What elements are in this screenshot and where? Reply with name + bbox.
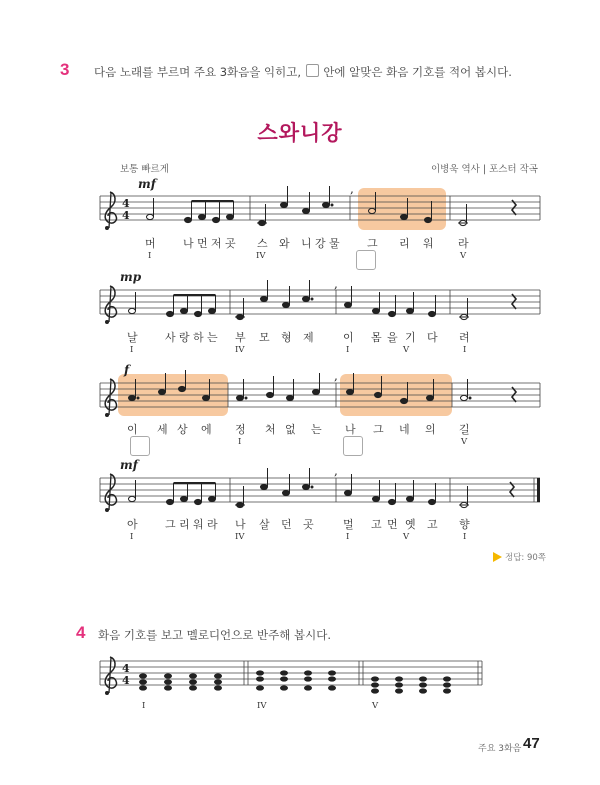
lyric-syllable: 이 [127, 423, 138, 436]
lyric-syllable: 는 [207, 331, 218, 344]
answer-box[interactable] [356, 250, 376, 270]
staff-q4 [100, 661, 482, 685]
lyric-syllable: 의 [425, 423, 436, 436]
lyric-syllable: 나 [183, 237, 194, 250]
question-3-number: 3 [60, 60, 70, 79]
song-credits: 이병욱 역사 | 포스터 작곡 [430, 164, 538, 175]
lyric-syllable: 나 [345, 423, 356, 436]
svg-text:4: 4 [122, 674, 130, 687]
question-4-number: 4 [76, 623, 86, 642]
staff-1 [100, 196, 540, 220]
lyric-syllable: 그 [367, 237, 378, 250]
lyric-syllable: 니 [301, 237, 312, 250]
dynamic-marking: mf [120, 458, 138, 472]
treble-clef-icon [105, 192, 116, 230]
chord-symbol: I [346, 532, 350, 542]
lyric-syllable: 랑 [179, 331, 190, 344]
chord-highlight [358, 188, 446, 230]
notes [129, 186, 472, 508]
svg-text:,: , [334, 369, 338, 383]
lyric-syllable: 제 [303, 331, 314, 344]
chord-symbol: V [403, 532, 410, 542]
answer-box[interactable] [343, 436, 363, 456]
lyric-syllable: 와 [279, 237, 290, 250]
question-3-text-after: 안에 알맞은 화음 기호를 적어 봅시다. [323, 65, 512, 79]
lyric-syllable: 살 [259, 518, 270, 531]
staff-4 [100, 478, 540, 502]
lyric-syllable: 강 [315, 237, 326, 250]
lyric-syllable: 아 [127, 518, 138, 531]
lyric-syllable: 형 [281, 331, 292, 344]
lyric-syllable: 날 [127, 331, 138, 344]
lyric-syllable: 던 [281, 518, 292, 531]
tempo-marking: 보통 빠르게 [120, 164, 169, 175]
lyric-syllable: 모 [259, 331, 270, 344]
chord-symbol: I [346, 345, 350, 355]
time-signature [122, 197, 130, 222]
q4-chords [139, 670, 451, 693]
chord-symbol: IV [257, 701, 267, 711]
question-3-text-before: 다음 노래를 부르며 주요 3화음을 익히고, [94, 65, 301, 79]
lyric-syllable: 이 [343, 331, 354, 344]
lyric-syllable: 처 [265, 423, 276, 436]
lyric-syllable: 을 [387, 331, 398, 344]
time-signature [122, 662, 130, 687]
svg-text:4: 4 [122, 662, 130, 675]
lyric-syllable: 물 [329, 237, 340, 250]
lyric-syllable: 는 [311, 423, 322, 436]
lyric-syllable: 저 [211, 237, 222, 250]
svg-text:4: 4 [122, 209, 130, 222]
chord-symbol: V [461, 437, 468, 447]
lyric-syllable: 고 [427, 518, 438, 531]
chord-symbol: I [142, 701, 146, 711]
lyric-syllable: 머 [145, 237, 156, 250]
staff-2 [100, 290, 540, 314]
chord-symbol: I [130, 345, 134, 355]
lyric-syllable: 길 [459, 423, 470, 436]
footer-section-label: 주요 3화음 [478, 744, 522, 754]
lyric-syllable: 곳 [225, 237, 236, 250]
lyric-syllable: 먼 [197, 237, 208, 250]
lyric-syllable: 워 [193, 518, 204, 531]
chord-symbol: I [463, 532, 467, 542]
treble-clef-icon [105, 474, 116, 512]
lyric-syllable: 없 [285, 423, 296, 436]
dynamic-marking: mf [138, 177, 156, 191]
lyric-syllable: 멀 [343, 518, 354, 531]
lyric-syllable: 려 [459, 331, 470, 344]
chord-symbol: IV [256, 251, 266, 261]
lyric-syllable: 하 [193, 331, 204, 344]
chord-symbol: I [238, 437, 242, 447]
treble-clef-icon [105, 657, 116, 695]
lyric-syllable: 스 [257, 237, 268, 250]
treble-clef-icon [105, 286, 116, 324]
lyric-syllable: 향 [459, 518, 470, 531]
page-number: 47 [523, 735, 540, 752]
lyric-syllable: 그 [165, 518, 176, 531]
lyric-syllable: 그 [373, 423, 384, 436]
chord-symbol: V [372, 701, 379, 711]
chord-symbol: I [148, 251, 152, 261]
chord-symbol: V [403, 345, 410, 355]
svg-text:,: , [334, 464, 338, 478]
chord-symbol: V [460, 251, 467, 261]
lyric-syllable: 세 [157, 423, 168, 436]
treble-clef-icon [105, 379, 116, 417]
chord-symbol: I [130, 532, 134, 542]
final-barline [537, 478, 540, 502]
song-title: 스와니강 [257, 121, 343, 145]
lyric-syllable: 라 [207, 518, 218, 531]
lyric-syllable: 상 [177, 423, 188, 436]
chord-symbol: IV [235, 532, 245, 542]
dynamic-marking: mp [120, 270, 142, 284]
lyric-syllable: 옛 [405, 518, 416, 531]
lyric-syllable: 나 [235, 518, 246, 531]
lyric-syllable: 몸 [371, 331, 382, 344]
lyric-syllable: 네 [399, 423, 410, 436]
arrow-icon [493, 552, 502, 562]
svg-text:,: , [334, 277, 338, 291]
svg-text:4: 4 [122, 197, 130, 210]
lyric-syllable: 리 [399, 237, 410, 250]
answer-box[interactable] [130, 436, 150, 456]
lyric-syllable: 정 [235, 423, 246, 436]
lyric-syllable: 다 [427, 331, 438, 344]
dynamic-marking: f [124, 363, 130, 377]
lyric-syllable: 라 [458, 237, 469, 250]
chord-symbol: I [463, 345, 467, 355]
lyric-syllable: 리 [179, 518, 190, 531]
svg-text:,: , [350, 182, 354, 196]
answer-reference: 정답: 90쪽 [505, 553, 547, 563]
lyric-syllable: 부 [235, 331, 246, 344]
lyric-syllable: 워 [423, 237, 434, 250]
question-4-text: 화음 기호를 보고 멜로디언으로 반주해 봅시다. [98, 628, 332, 642]
rest-icon [510, 200, 516, 497]
lyric-syllable: 에 [201, 423, 212, 436]
lyric-syllable: 고 [371, 518, 382, 531]
lyric-syllable: 기 [405, 331, 416, 344]
lyric-syllable: 사 [165, 331, 176, 344]
lyric-syllable: 곳 [303, 518, 314, 531]
lyric-syllable: 먼 [387, 518, 398, 531]
chord-symbol: IV [235, 345, 245, 355]
